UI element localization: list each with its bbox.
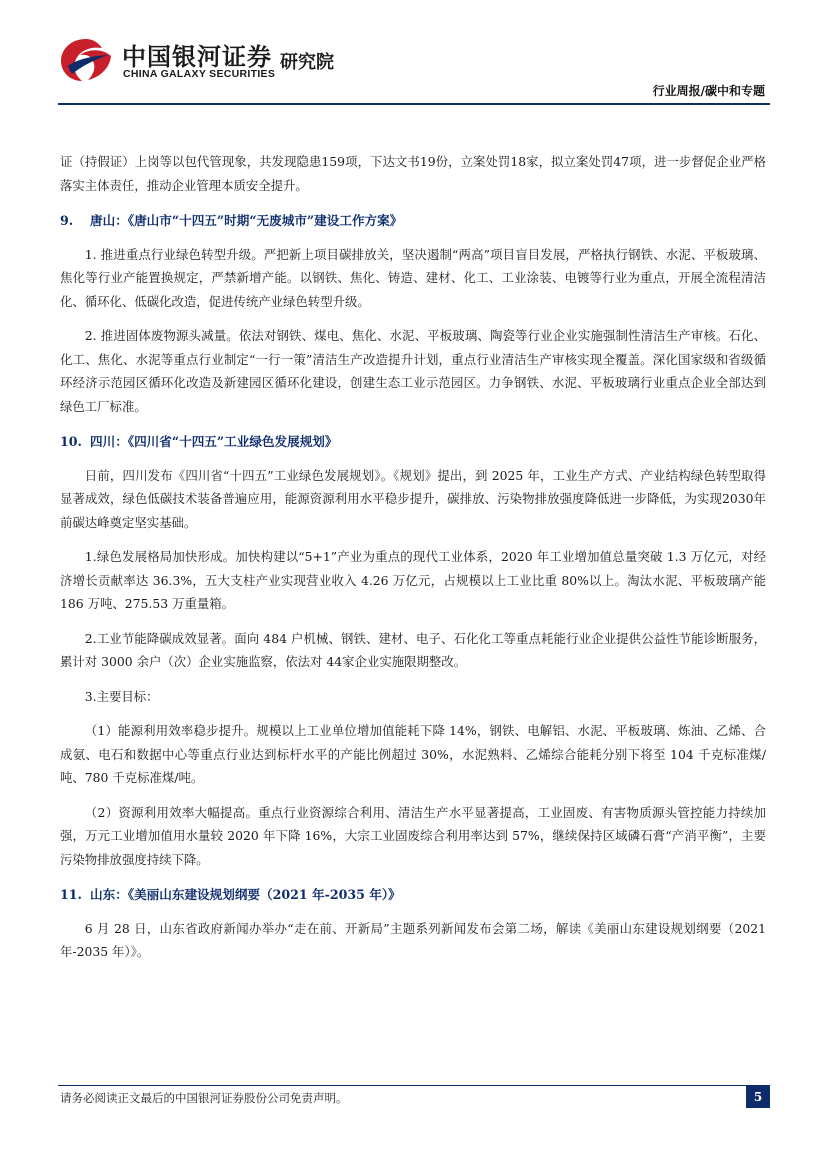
disclaimer-text: 请务必阅读正文最后的中国银河证券股份公司免责声明。 <box>60 1091 348 1105</box>
section-number: 10. <box>60 434 82 449</box>
china-galaxy-logo-icon <box>58 36 114 84</box>
section-title: 唐山：《唐山市“十四五”时期“无废城市”建设工作方案》 <box>90 213 403 228</box>
institute-label: 研究院 <box>280 52 334 73</box>
section-heading-9 <box>60 209 766 233</box>
section-number: 11. <box>60 887 82 902</box>
brand-name-cn: 中国银河证券 <box>122 43 272 71</box>
paragraph: （1）能源利用效率稳步提升。规模以上工业单位增加值能耗下降 14%，钢铁、电解铝、水泥、平板玻璃、炼油、乙烯、合成氨、电石和数据中心等重点行业达到标杆水平的产能比例超过 30%，水泥熟料、乙烯综合能耗分别下将至 104 千克标准煤/吨、780 千克标准煤/吨。 <box>60 723 766 785</box>
section-title: 山东：《美丽山东建设规划纲要（2021 年-2035 年）》 <box>90 887 401 902</box>
section-heading-10 <box>60 430 766 454</box>
header-divider <box>58 103 770 105</box>
section-title: 四川：《四川省“十四五”工业绿色发展规划》 <box>90 434 338 449</box>
page-header <box>0 0 827 110</box>
section-number: 9. <box>60 213 74 228</box>
paragraph: 2.工业节能降碳成效显著。面向 484 户机械、钢铁、建材、电子、石化化工等重点耗能行业企业提供公益性节能诊断服务，累计对 3000 余户（次）企业实施监察，依法对 44家企业实施限期整改。 <box>60 630 766 669</box>
paragraph: 1.绿色发展格局加快形成。加快构建以“5+1”产业为重点的现代工业体系，2020 年工业增加值总量突破 1.3 万亿元，对经济增长贡献率达 36.3%，五大支柱产业实现营业收入 4.26 万亿元，占规模以上工业比重 80%以上。淘汰水泥、平板玻璃产能 186 万吨、275.53 万重量箱。 <box>60 549 766 611</box>
paragraph: 1. 推进重点行业绿色转型升级。严把新上项目碳排放关，坚决遏制“两高”项目盲目发展，严格执行钢铁、水泥、平板玻璃、焦化等行业产能置换规定，严禁新增产能。以钢铁、焦化、铸造、建材、化工、工业涂装、电镀等行业为重点，开展全流程清洁化、循环化、低碳化改造，促进传统产业绿色转型升级。 <box>60 246 766 309</box>
paragraph: 6 月 28 日，山东省政府新闻办举办“走在前、开新局”主题系列新闻发布会第二场，解读《美丽山东建设规划纲要（2021 年-2035 年）》。 <box>60 920 766 959</box>
page-body <box>60 150 766 964</box>
paragraph: 3.主要目标： <box>84 688 159 704</box>
footer-divider <box>58 1085 770 1086</box>
page-number: 5 <box>746 1086 770 1108</box>
continued-paragraph: 证（持假证）上岗等以包代管现象，共发现隐患159项，下达文书19份，立案处罚18家，拟立案处罚47项，进一步督促企业严格落实主体责任，推动企业管理本质安全提升。 <box>60 154 766 193</box>
report-type-label: 行业周报/碳中和专题 <box>652 84 765 98</box>
paragraph: 2. 推进固体废物源头减量。依法对钢铁、煤电、焦化、水泥、平板玻璃、陶瓷等行业企业实施强制性清洁生产审核。石化、化工、焦化、水泥等重点行业制定“一行一策”清洁生产改造提升计划，重点行业清洁生产审核实现全覆盖。深化国家级和省级循环经济示范园区循环化改造及新建园区循环化建设，创建生态工业示范园区。力争钢铁、水泥、平板玻璃行业重点企业全部达到绿色工厂标准。 <box>60 328 766 414</box>
paragraph: （2）资源利用效率大幅提高。重点行业资源综合利用、清洁生产水平显著提高，工业固废、有害物质源头管控能力持续加强，万元工业增加值用水量较 2020 年下降 16%，大宗工业固废综合利用率达到 57%，继续保持区域磷石膏“产消平衡”，主要污染物排放强度持续下降。 <box>60 804 766 867</box>
section-heading-11 <box>60 883 766 907</box>
paragraph: 日前，四川发布《四川省“十四五”工业绿色发展规划》。《规划》提出，到 2025 年，工业生产方式、产业结构绿色转型取得显著成效，绿色低碳技术装备普遍应用，能源资源利用水平稳步提升，碳排放、污染物排放强度降低进一步降低，为实现2030年前碳达峰奠定坚实基础。 <box>60 467 766 530</box>
brand-name-en: CHINA GALAXY SECURITIES <box>123 68 276 80</box>
